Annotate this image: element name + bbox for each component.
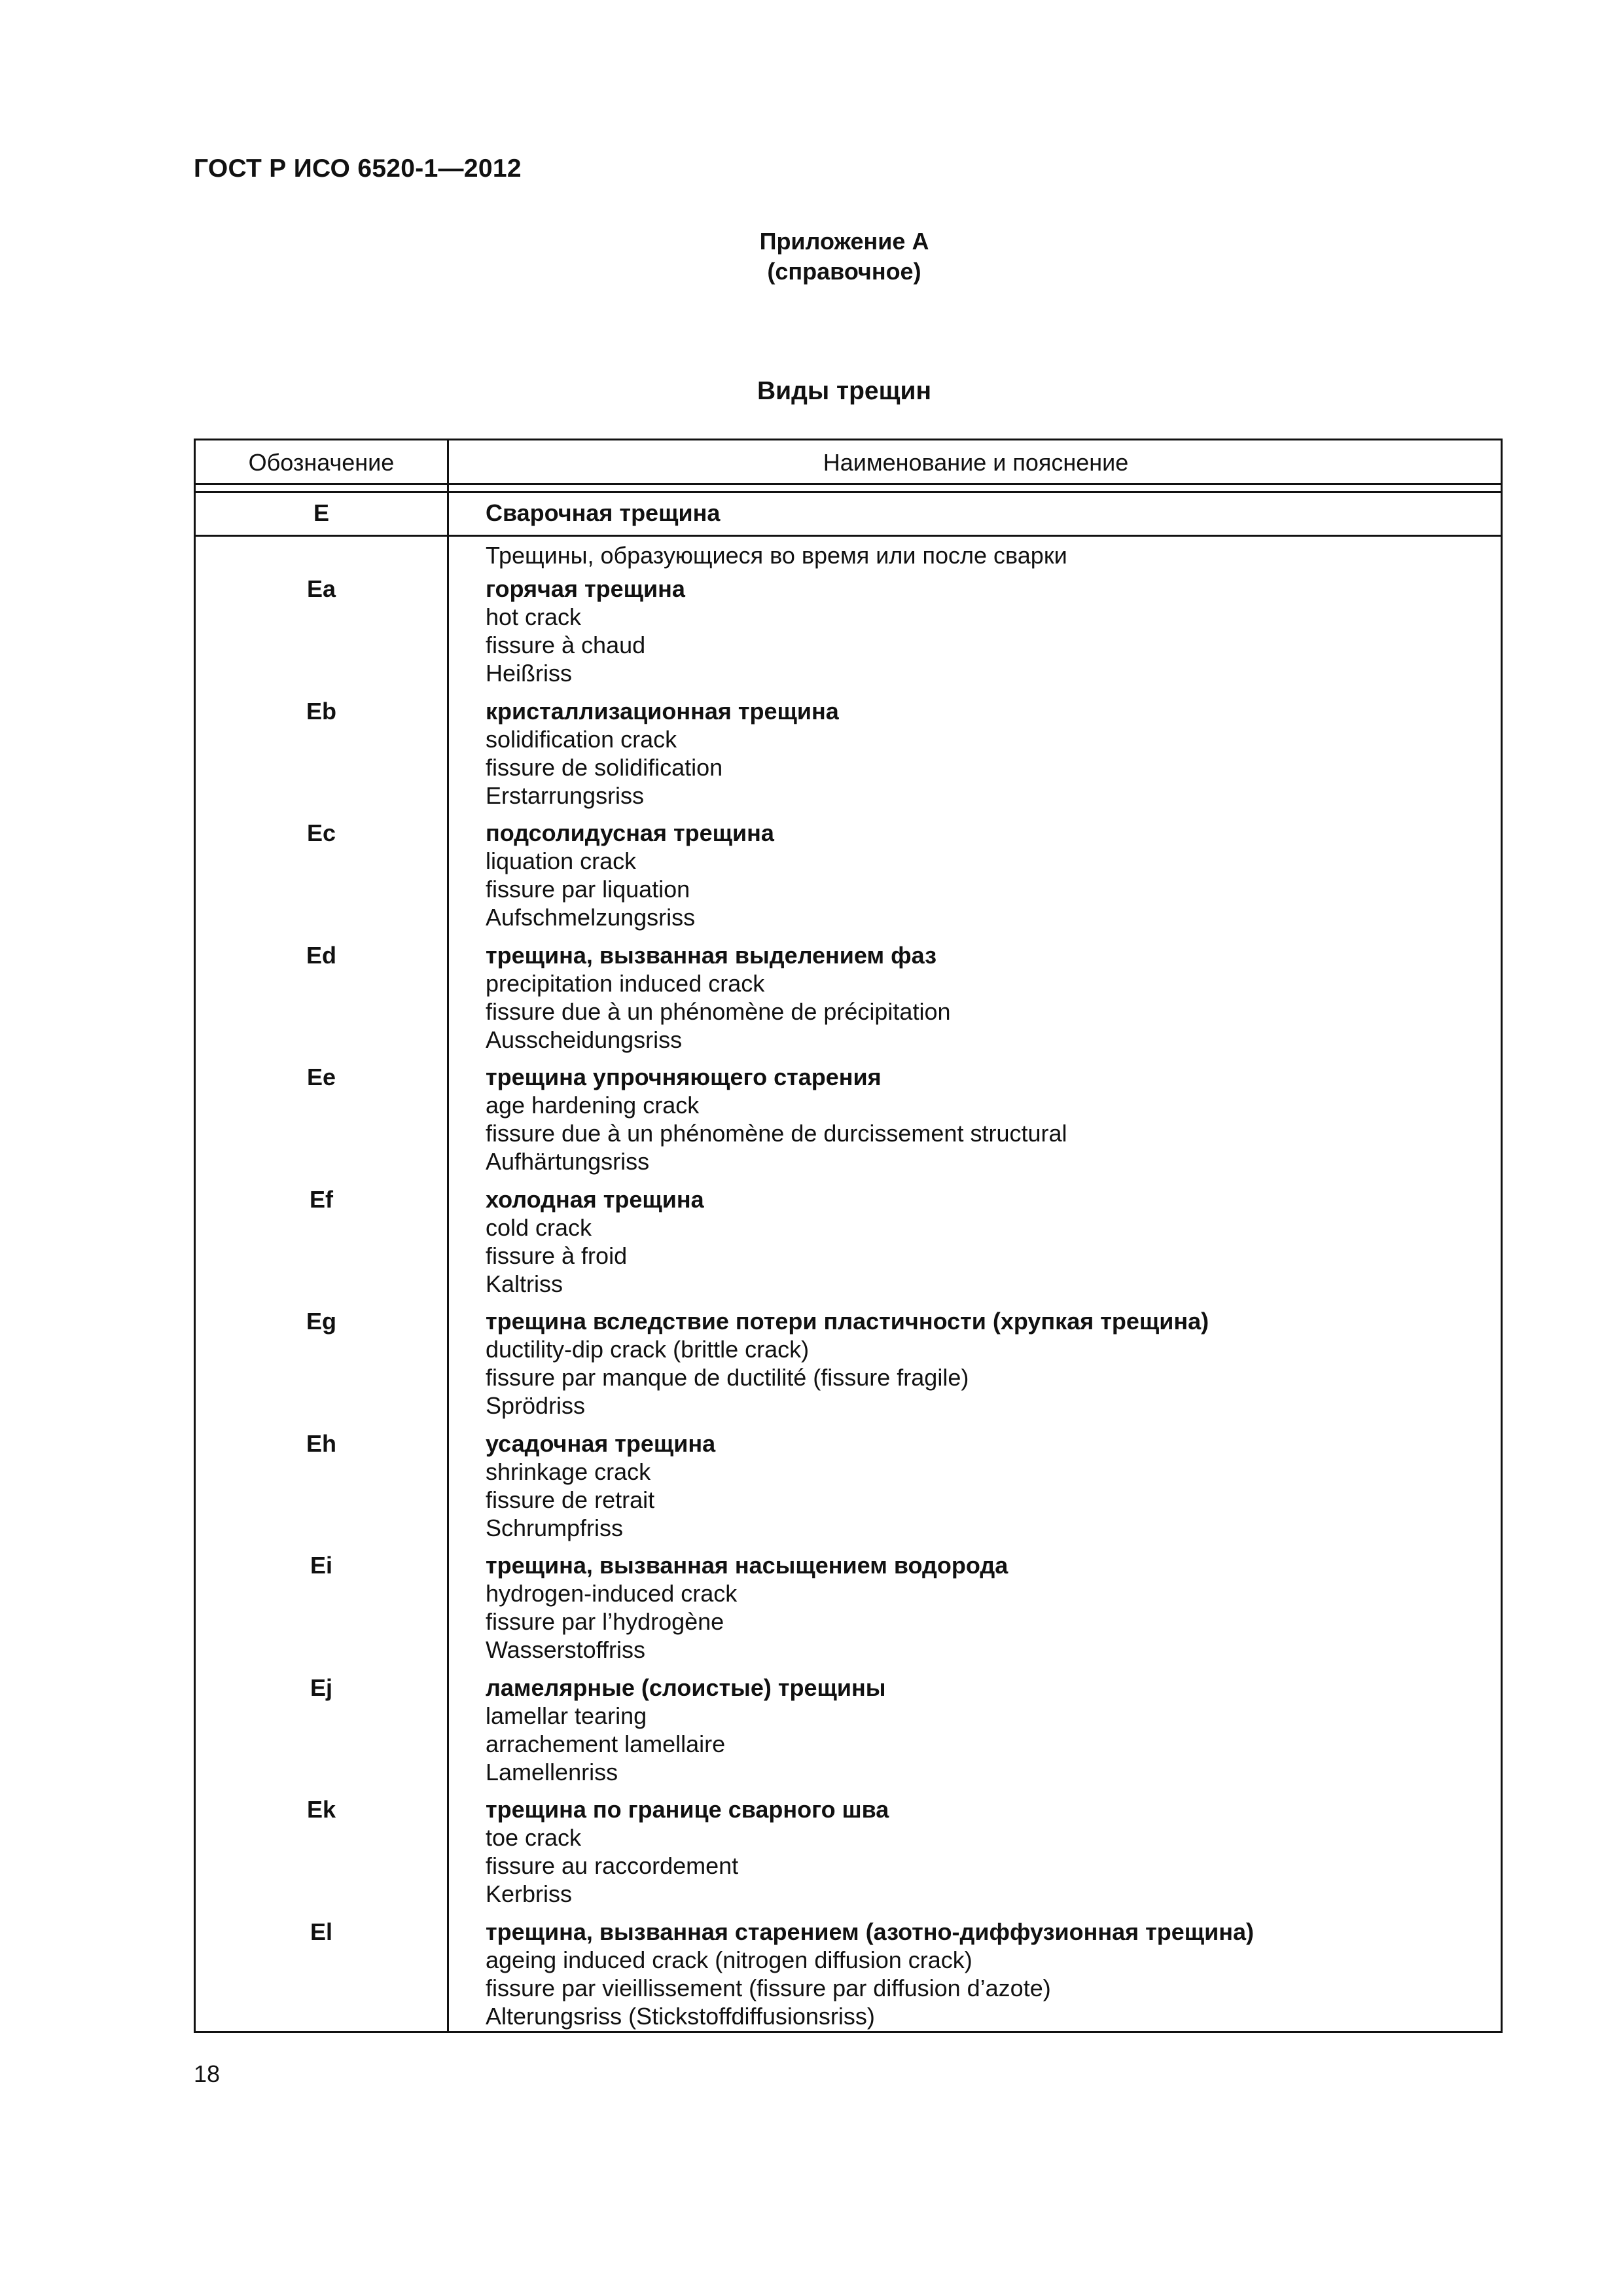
crack-code: Ef bbox=[310, 1186, 333, 1213]
term-russian: холодная трещина bbox=[486, 1186, 704, 1213]
header-rule-top bbox=[194, 483, 1503, 485]
term-german: Aufhärtungsriss bbox=[486, 1148, 650, 1175]
term-english: age hardening crack bbox=[486, 1092, 700, 1119]
term-german: Erstarrungsriss bbox=[486, 782, 645, 809]
crack-code: Ea bbox=[306, 575, 336, 602]
crack-code: Ec bbox=[306, 819, 336, 846]
crack-description bbox=[486, 1063, 1480, 1175]
term-russian: ламелярные (слоистые) трещины bbox=[486, 1674, 886, 1701]
crack-code: Ej bbox=[310, 1674, 332, 1701]
term-english: cold crack bbox=[486, 1214, 592, 1241]
crack-description bbox=[486, 941, 1480, 1054]
term-russian: подсолидусная трещина bbox=[486, 819, 774, 846]
term-russian: трещина, вызванная старением (азотно-диффузионная трещина) bbox=[486, 1918, 1255, 1945]
page-number: 18 bbox=[194, 2060, 221, 2087]
term-russian: трещина, вызванная выделением фаз bbox=[486, 942, 936, 969]
term-german: Heißriss bbox=[486, 660, 572, 687]
crack-description bbox=[486, 1551, 1480, 1664]
group-row-rule bbox=[194, 535, 1503, 537]
term-english: shrinkage crack bbox=[486, 1458, 651, 1485]
term-french: fissure de solidification bbox=[486, 754, 723, 781]
term-german: Aufschmelzungsriss bbox=[486, 904, 696, 931]
term-russian: кристаллизационная трещина bbox=[486, 698, 839, 725]
term-russian: усадочная трещина bbox=[486, 1430, 716, 1457]
term-german: Alterungsriss (Stickstoffdiffusionsriss) bbox=[486, 2003, 875, 2030]
term-english: hot crack bbox=[486, 603, 582, 630]
term-russian: трещина упрочняющего старения bbox=[486, 1064, 882, 1090]
crack-description bbox=[486, 819, 1480, 931]
column-header-code: Обозначение bbox=[248, 449, 395, 476]
crack-code: Eb bbox=[306, 698, 336, 725]
term-german: Ausscheidungsriss bbox=[486, 1026, 683, 1053]
term-french: fissure à froid bbox=[486, 1242, 628, 1269]
term-french: arrachement lamellaire bbox=[486, 1731, 726, 1757]
group-note-cell bbox=[486, 541, 1480, 569]
crack-code: Ee bbox=[306, 1064, 336, 1090]
group-code: E bbox=[313, 499, 329, 526]
group-description bbox=[486, 499, 1480, 527]
term-english: solidification crack bbox=[486, 726, 677, 753]
term-russian: трещина, вызванная насыщением водорода bbox=[486, 1552, 1008, 1579]
crack-code: Eg bbox=[306, 1308, 336, 1335]
term-german: Wasserstoffriss bbox=[486, 1636, 646, 1663]
crack-description bbox=[486, 1795, 1480, 1908]
term-english: toe crack bbox=[486, 1824, 582, 1851]
annex-subtitle: (справочное) bbox=[767, 258, 921, 285]
header-rule-bottom bbox=[194, 491, 1503, 493]
term-french: fissure à chaud bbox=[486, 632, 646, 658]
group-note: Трещины, образующиеся во время или после сварки bbox=[486, 542, 1067, 569]
term-english: ageing induced crack (nitrogen diffusion crack) bbox=[486, 1946, 972, 1973]
term-russian: горячая трещина bbox=[486, 575, 685, 602]
term-french: fissure due à un phénomène de durcissement structural bbox=[486, 1120, 1067, 1147]
crack-description bbox=[486, 1674, 1480, 1786]
crack-code: Ei bbox=[310, 1552, 332, 1579]
term-french: fissure par vieillissement (fissure par diffusion d’azote) bbox=[486, 1975, 1051, 2001]
crack-code: El bbox=[310, 1918, 332, 1945]
annex-title: Приложение А bbox=[759, 228, 929, 255]
term-french: fissure par manque de ductilité (fissure fragile) bbox=[486, 1364, 969, 1391]
term-german: Kaltriss bbox=[486, 1270, 563, 1297]
term-english: precipitation induced crack bbox=[486, 970, 765, 997]
term-french: fissure par l’hydrogène bbox=[486, 1608, 724, 1635]
term-french: fissure par liquation bbox=[486, 876, 690, 903]
column-header-name: Наименование и пояснение bbox=[823, 449, 1129, 476]
crack-description bbox=[486, 1307, 1480, 1420]
term-english: liquation crack bbox=[486, 848, 637, 874]
crack-description bbox=[486, 1918, 1480, 2030]
crack-code: Eh bbox=[306, 1430, 336, 1457]
term-german: Schrumpfriss bbox=[486, 1515, 624, 1541]
term-french: fissure de retrait bbox=[486, 1486, 655, 1513]
crack-description bbox=[486, 575, 1480, 687]
term-english: hydrogen-induced crack bbox=[486, 1580, 738, 1607]
term-english: ductility-dip crack (brittle crack) bbox=[486, 1336, 810, 1363]
crack-code: Ek bbox=[306, 1796, 336, 1823]
document-code: ГОСТ Р ИСО 6520-1—2012 bbox=[194, 154, 522, 183]
term-russian: трещина по границе сварного шва bbox=[486, 1796, 889, 1823]
crack-description bbox=[486, 1429, 1480, 1542]
crack-code: Ed bbox=[306, 942, 336, 969]
term-german: Kerbriss bbox=[486, 1880, 573, 1907]
term-russian: трещина вследствие потери пластичности (хрупкая трещина) bbox=[486, 1308, 1209, 1335]
crack-description bbox=[486, 1185, 1480, 1298]
crack-description bbox=[486, 697, 1480, 810]
term-german: Lamellenriss bbox=[486, 1759, 618, 1785]
column-divider bbox=[447, 439, 449, 2033]
term-english: lamellar tearing bbox=[486, 1702, 647, 1729]
term-german: Sprödriss bbox=[486, 1392, 586, 1419]
table-title: Виды трещин bbox=[757, 377, 932, 405]
group-name: Сварочная трещина bbox=[486, 499, 721, 526]
term-french: fissure au raccordement bbox=[486, 1852, 739, 1879]
term-french: fissure due à un phénomène de précipitation bbox=[486, 998, 951, 1025]
